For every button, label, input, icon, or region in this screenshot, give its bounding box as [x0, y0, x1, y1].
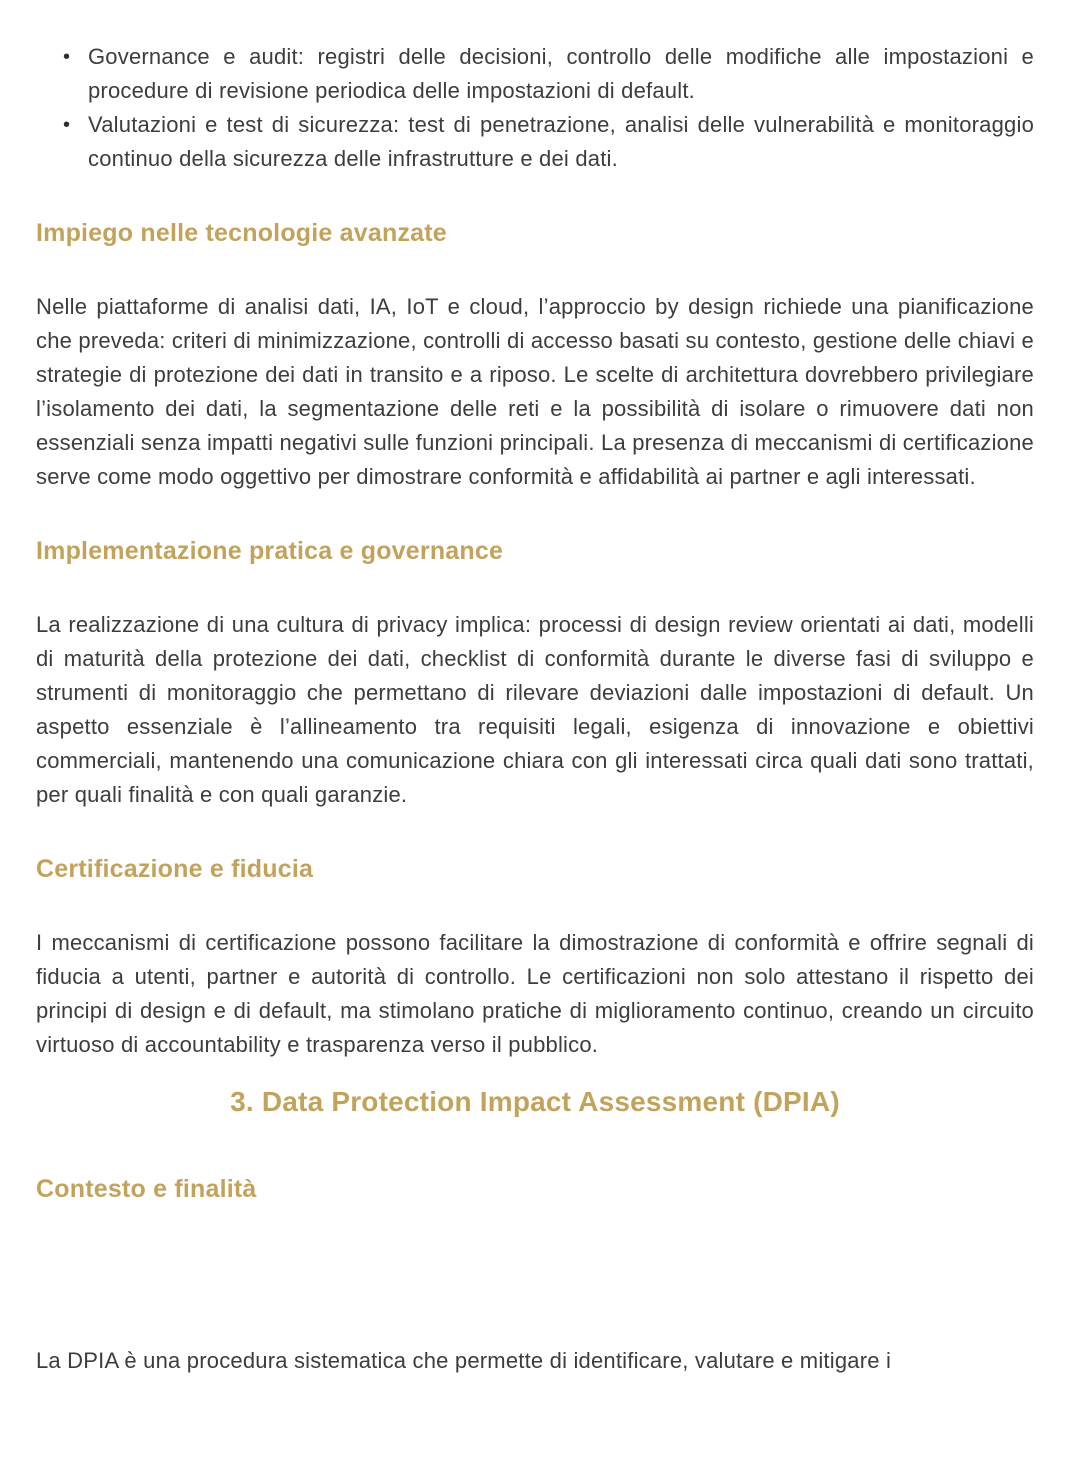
chapter-title-dpia: 3. Data Protection Impact Assessment (DPIA) [230, 1086, 840, 1117]
section-heading-certificazione: Certificazione e fiducia [36, 855, 314, 883]
list-item [63, 40, 1034, 108]
bullet-list [36, 40, 1034, 176]
list-item [63, 108, 1034, 176]
paragraph-dpia-intro-partial: La DPIA è una procedura sistematica che permette di identificare, valutare e mitigare i [36, 1348, 892, 1373]
section-heading-contesto: Contesto e finalità [36, 1175, 257, 1203]
bullet-text: Governance e audit: registri delle decisioni, controllo delle modifiche alle impostazioni e procedure di revisione periodica delle impostazioni di default. [88, 44, 1034, 103]
section-heading-implementazione: Implementazione pratica e governance [36, 537, 504, 565]
bullet-icon: • [63, 114, 71, 136]
section-heading-impiego-tecnologie: Impiego nelle tecnologie avanzate [36, 219, 447, 247]
bullet-icon: • [63, 46, 71, 68]
paragraph-certificazione: I meccanismi di certificazione possono facilitare la dimostrazione di conformità e offrire segnali di fiducia a utenti, partner e autorità di controllo. Le certificazioni non solo attestano il rispetto dei principi di design e di default, ma stimolano pratiche di miglioramento continuo, creando un circuito virtuoso di accountability e trasparenza verso il pubblico. [36, 930, 1034, 1057]
bullet-text: Valutazioni e test di sicurezza: test di penetrazione, analisi delle vulnerabilità e monitoraggio continuo della sicurezza delle infrastrutture e dei dati. [88, 112, 1034, 171]
paragraph-tecnologie-avanzate: Nelle piattaforme di analisi dati, IA, IoT e cloud, l’approccio by design richiede una pianificazione che preveda: criteri di minimizzazione, controlli di accesso basati su contesto, gestione delle chiavi e strategie di protezione dei dati in transito e a riposo. Le scelte di architettura dovrebbero privilegiare l’isolamento dei dati, la segmentazione delle reti e la possibilità di isolare o rimuovere dati non essenziali senza impatti negativi sulle funzioni principali. La presenza di meccanismi di certificazione serve come modo oggettivo per dimostrare conformità e affidabilità ai partner e agli interessati. [36, 294, 1034, 489]
paragraph-implementazione: La realizzazione di una cultura di privacy implica: processi di design review orientati ai dati, modelli di maturità della protezione dei dati, checklist di conformità durante le diverse fasi di sviluppo e strumenti di monitoraggio che permettano di rilevare deviazioni dalle impostazioni di default. Un aspetto essenziale è l’allineamento tra requisiti legali, esigenza di innovazione e obiettivi commerciali, mantenendo una comunicazione chiara con gli interessati circa quali dati sono trattati, per quali finalità e con quali garanzie. [36, 612, 1034, 807]
